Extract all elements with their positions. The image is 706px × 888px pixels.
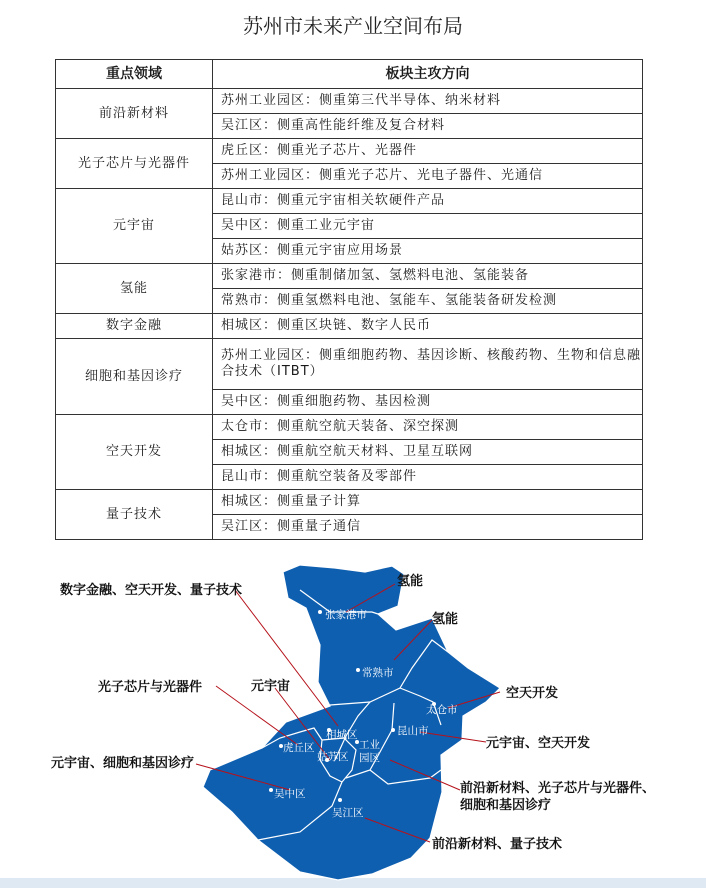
direction-cell: 昆山市：侧重元宇宙相关软硬件产品: [213, 189, 643, 214]
callout-taicang: 空天开发: [506, 686, 559, 701]
field-cell: 数字金融: [56, 314, 213, 339]
district-label-sip-1: 工业: [359, 739, 380, 751]
direction-cell: 吴中区：侧重细胞药物、基因检测: [213, 390, 643, 415]
direction-cell: 苏州工业园区：侧重光子芯片、光电子器件、光通信: [213, 164, 643, 189]
direction-cell: 昆山市：侧重航空装备及零部件: [213, 465, 643, 490]
callout-sip-line2: 细胞和基因诊疗: [460, 798, 552, 813]
direction-cell: 吴江区：侧重高性能纤维及复合材料: [213, 114, 643, 139]
direction-cell: 苏州工业园区：侧重细胞药物、基因诊断、核酸药物、生物和信息融合技术（ITBT）: [213, 339, 643, 390]
direction-cell: 相城区：侧重航空航天材料、卫星互联网: [213, 440, 643, 465]
direction-cell: 张家港市：侧重制储加氢、氢燃料电池、氢能装备: [213, 264, 643, 289]
district-label-kunshan: 昆山市: [397, 725, 429, 737]
district-label-zhangjiagang: 张家港市: [325, 609, 367, 621]
direction-cell: 常熟市：侧重氢燃料电池、氢能车、氢能装备研发检测: [213, 289, 643, 314]
field-cell: 细胞和基因诊疗: [56, 339, 213, 415]
field-cell: 氢能: [56, 264, 213, 314]
district-label-taicang: 太仓市: [426, 704, 458, 716]
callout-kunshan: 元宇宙、空天开发: [486, 736, 591, 751]
district-label-wujiang: 吴江区: [332, 807, 364, 819]
table-header-row: [56, 60, 643, 89]
dot: [391, 728, 395, 732]
field-cell: 元宇宙: [56, 189, 213, 264]
callout-gusu: 元宇宙: [251, 679, 291, 694]
district-label-huqiu: 虎丘区: [283, 742, 315, 754]
table-row: [56, 89, 643, 114]
field-cell: 前沿新材料: [56, 89, 213, 139]
field-cell: 光子芯片与光器件: [56, 139, 213, 189]
table-row: [56, 339, 643, 390]
header-direction: 板块主攻方向: [213, 60, 643, 89]
direction-cell: 相城区：侧重区块链、数字人民币: [213, 314, 643, 339]
table-row: [56, 415, 643, 440]
table-row: [56, 490, 643, 515]
field-cell: 量子技术: [56, 490, 213, 540]
bottom-bar: [0, 878, 706, 888]
direction-cell: 苏州工业园区：侧重第三代半导体、纳米材料: [213, 89, 643, 114]
callout-wuzhong: 元宇宙、细胞和基因诊疗: [51, 756, 195, 771]
callout-zhangjiagang: 氢能: [397, 574, 424, 589]
page-title: 苏州市未来产业空间布局: [243, 14, 463, 38]
dot: [318, 610, 322, 614]
dot: [338, 798, 342, 802]
direction-cell: 相城区：侧重量子计算: [213, 490, 643, 515]
table-row: [56, 264, 643, 289]
direction-cell: 姑苏区：侧重元宇宙应用场景: [213, 239, 643, 264]
direction-cell: 虎丘区：侧重光子芯片、光器件: [213, 139, 643, 164]
callout-wujiang: 前沿新材料、量子技术: [432, 837, 563, 852]
direction-cell: 吴中区：侧重工业元宇宙: [213, 214, 643, 239]
callout-xiangcheng: 数字金融、空天开发、量子技术: [60, 583, 243, 598]
direction-cell: 吴江区：侧重量子通信: [213, 515, 643, 540]
callout-sip-line1: 前沿新材料、光子芯片与光器件、: [460, 781, 656, 796]
direction-cell: 太仓市：侧重航空航天装备、深空探测: [213, 415, 643, 440]
table-row: [56, 189, 643, 214]
district-label-xiangcheng: 相城区: [326, 729, 358, 741]
district-label-sip-2: 园区: [359, 752, 380, 764]
district-label-changshu: 常熟市: [362, 667, 394, 679]
layout-table: [55, 59, 643, 540]
suzhou-map: [0, 548, 706, 888]
district-label-gusu: 姑苏区: [317, 751, 349, 763]
dot: [356, 668, 360, 672]
callout-huqiu: 光子芯片与光器件: [98, 680, 203, 695]
table-row: [56, 314, 643, 339]
field-cell: 空天开发: [56, 415, 213, 490]
district-label-wuzhong: 吴中区: [274, 788, 306, 800]
callout-changshu: 氢能: [432, 612, 459, 627]
dot: [269, 788, 273, 792]
table-row: [56, 139, 643, 164]
leader-line: [216, 686, 298, 745]
header-field: 重点领域: [56, 60, 213, 89]
